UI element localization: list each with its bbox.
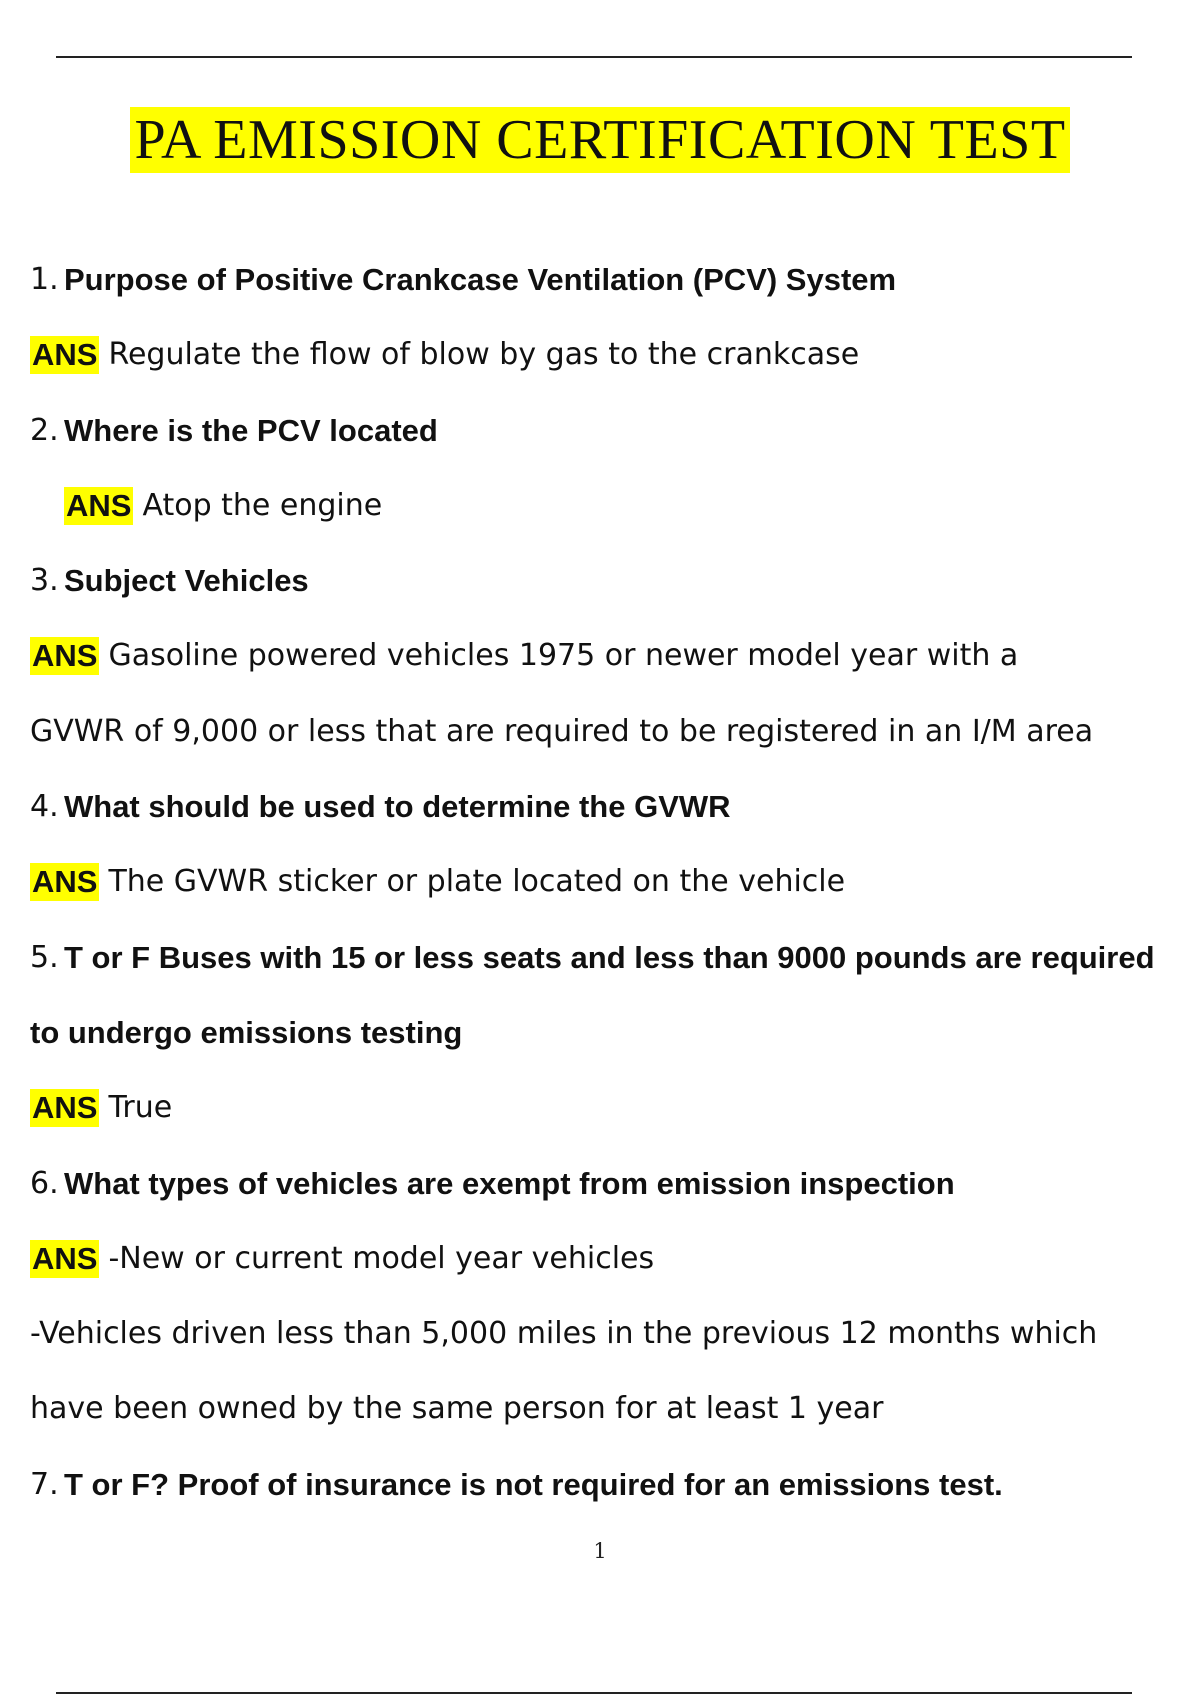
question-number: 3. — [30, 563, 59, 599]
answer-text: True — [108, 1090, 173, 1126]
answer-continuation — [30, 1312, 1190, 1387]
answer-label: ANS — [32, 864, 98, 900]
question-line — [30, 409, 1190, 484]
question-number: 5. — [30, 939, 59, 975]
answer-label: ANS — [32, 337, 98, 373]
question-text: Purpose of Positive Crankcase Ventilation (PCV) System — [64, 262, 897, 297]
page-number: 1 — [593, 1539, 607, 1563]
qa-content — [30, 258, 1190, 1538]
question-text: T or F? Proof of insurance is not required for an emissions test. — [64, 1466, 1003, 1502]
answer-line — [30, 333, 1190, 408]
question-line — [30, 559, 1190, 634]
question-continuation — [30, 1011, 1190, 1086]
answer-line — [30, 634, 1190, 709]
question-text: What types of vehicles are exempt from emission inspection — [64, 1165, 955, 1201]
question-line — [30, 936, 1190, 1011]
answer-text: The GVWR sticker or plate located on the vehicle — [108, 864, 846, 900]
answer-text: Regulate the flow of blow by gas to the crankcase — [108, 337, 860, 373]
question-line — [30, 1162, 1190, 1237]
answer-text: Gasoline powered vehicles 1975 or newer model year with a — [108, 638, 1019, 674]
answer-label: ANS — [32, 638, 98, 674]
question-text: What should be used to determine the GVWR — [64, 789, 731, 825]
question-text: T or F Buses with 15 or less seats and less than 9000 pounds are required — [64, 939, 1155, 975]
answer-line — [30, 1086, 1190, 1161]
title-block — [0, 107, 1200, 173]
answer-line — [30, 484, 1190, 559]
answer-text: -Vehicles driven less than 5,000 miles in the previous 12 months which — [30, 1316, 1098, 1352]
answer-text: -New or current model year vehicles — [108, 1240, 655, 1276]
answer-label: ANS — [66, 487, 132, 523]
answer-label: ANS — [32, 1090, 98, 1126]
top-rule — [56, 56, 1132, 58]
question-number: 1. — [30, 262, 59, 297]
answer-line — [30, 1237, 1190, 1312]
question-text: Subject Vehicles — [64, 563, 309, 599]
document-title: PA EMISSION CERTIFICATION TEST — [130, 107, 1069, 173]
question-text: Where is the PCV located — [64, 412, 438, 448]
answer-label: ANS — [32, 1240, 98, 1276]
answer-line — [30, 860, 1190, 935]
question-number: 6. — [30, 1165, 59, 1201]
question-line — [30, 1463, 1190, 1538]
question-number: 7. — [30, 1466, 59, 1502]
answer-continuation — [30, 1387, 1190, 1462]
answer-text: GVWR of 9,000 or less that are required to be registered in an I/M area — [30, 713, 1094, 749]
answer-continuation — [30, 710, 1190, 785]
question-line — [30, 785, 1190, 860]
question-number: 2. — [30, 412, 59, 448]
question-line — [30, 258, 1190, 333]
answer-text: Atop the engine — [142, 487, 383, 523]
question-text: to undergo emissions testing — [30, 1014, 463, 1050]
answer-text: have been owned by the same person for at least 1 year — [30, 1391, 884, 1427]
bottom-rule — [56, 1692, 1132, 1694]
question-number: 4. — [30, 789, 59, 825]
